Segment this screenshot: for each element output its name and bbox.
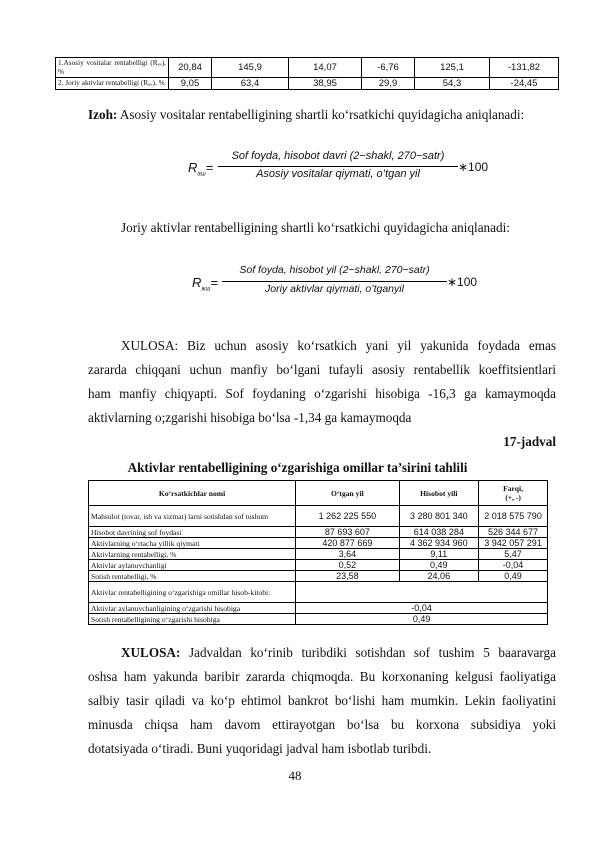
row-label: 2. Joriy aktivlar rentabelligi (Rₐᵤ), % [56,78,169,90]
table-row [89,582,548,603]
table-cell: 125,1 [415,58,490,78]
joriy-text: Joriy aktivlar rentabelligining shartli ko‘rsatkichi quyidagicha aniqlanadi: [121,220,510,235]
table-cell: 9,11 [399,549,479,560]
izoh-label: Izoh: [88,107,118,122]
table-row [56,58,559,78]
table-cell: 0,49 [296,614,548,625]
table-cell [296,582,548,603]
table-row [89,549,548,560]
column-header: Farqi, (+, -) [479,481,548,506]
table-cell: -0,04 [479,560,548,571]
xulosa2-line: salbiy tasir qiladi va ko‘p ehtimol bankrot bo‘lishi ham mumkin. Lekin faoliyatini [88,693,556,708]
formula-multiplier: ∗100 [447,275,478,289]
table-cell: 3 942 057 291 [479,538,548,549]
row-label: Aktivlar aylanuvchanligining o‘zgarishi hisobiga [89,603,296,614]
page-number: 48 [288,768,302,783]
table-cell: 20,84 [169,58,212,78]
table-cell: -6,76 [362,58,415,78]
column-header: O‘tgan yil [296,481,399,506]
table-row [89,571,548,582]
table-cell: -0,04 [296,603,548,614]
column-header: Ko‘rsatkichlar nomi [89,481,296,506]
row-label: Hisobot davrining sof foydasi [89,527,296,538]
table-cell: 614 038 284 [399,527,479,538]
table-cell: 0,49 [479,571,548,582]
formula-numerator: Sof foyda, hisobot davri (2−shakl, 270−satr) [231,150,445,162]
table-row [89,603,548,614]
table-header-row [89,481,548,506]
analysis-table [88,480,548,625]
indicator-table [55,57,559,90]
table-cell: 2 018 575 790 [479,506,548,527]
factor-title: Aktivlar rentabelligining o‘zgarishiga omillar hisob-kitobi: [89,582,296,603]
table-cell: 4 362 934 960 [399,538,479,549]
table-row [89,538,548,549]
table-cell: -24,45 [490,78,559,90]
izoh-paragraph [88,103,558,127]
table-cell: 0,52 [296,560,399,571]
formula-denominator: Asosiy vositalar qiymati, o’tgan yil [256,168,420,180]
table-cell: 24,06 [399,571,479,582]
xulosa1-line: ham manfiy chiqyapti. Sof foydaning o‘zgarishi hisobiga -16,3 ga kamaymoqda [88,386,556,401]
xulosa1-line: aktivlarning o;zgarishi hisobiga bo‘lsa -1,34 ga kamaymoqda [88,410,412,425]
table-cell: 9,05 [169,78,212,90]
xulosa2-line: XULOSA: Jadvaldan ko‘rinib turibdiki sotishdan sof tushim 5 baaravarga [121,645,556,660]
formula-lhs: $R_{aш}=$ [188,160,214,178]
column-header: Hisobot yili [399,481,479,506]
row-label: Sotish rentabelligi, % [89,571,296,582]
formula-lhs: $R_{жш}=$ [192,275,219,293]
table-row [89,527,548,538]
table-row [89,614,548,625]
xulosa2-line: dotatsiyada o‘tiradi. Buni yuqoridagi jadval ham isbotlab turibdi. [88,741,432,756]
row-label: Aktivlarning rentabelligi, % [89,549,296,560]
table-cell: 5,47 [479,549,548,560]
table-cell: 14,07 [289,58,362,78]
table-cell: 54,3 [415,78,490,90]
table-cell: 1 262 225 550 [296,506,399,527]
table-cell: 23,58 [296,571,399,582]
table-row [89,506,548,527]
table-cell: 3 280 801 340 [399,506,479,527]
fraction-line [222,281,447,282]
row-label: Mahsulot (tovar, ish va xizmat) larni sotishdan sof tushum [89,506,296,527]
table-cell: 87 693 607 [296,527,399,538]
table-cell: 38,95 [289,78,362,90]
row-label: Aktivlarning o‘rtacha yillik qiymati [89,538,296,549]
xulosa1-line: XULOSA: Biz uchun asosiy ko‘rsatkich yani yil yakunida foydada emas [121,338,556,353]
table-cell: 526 344 677 [479,527,548,538]
xulosa2-line: oshsa ham yakunda baribir zararda chiqmoqda. Bu korxonaning kelgusi faoliyatiga [88,669,556,684]
izoh-text: Asosiy vositalar rentabelligining shartli ko‘rsatkichi quyidagicha aniqlanadi: [117,107,525,122]
table-title: Aktivlar rentabelligining o‘zgarishiga omillar ta’sirini tahlili [127,460,468,475]
xulosa2-label: XULOSA: [121,645,181,660]
table-cell: 420 877 669 [296,538,399,549]
row-label: 1.Asosiy vositalar rentabelligi (Rₐᵥ), % [56,58,169,78]
table-cell: -131,82 [490,58,559,78]
fraction-line [218,166,458,167]
jadval-label: 17-jadval [503,434,556,449]
table-cell: 63,4 [212,78,289,90]
formula-denominator: Joriy aktivlar qiymati, o’tganyil [265,283,404,295]
table-row [56,78,559,90]
row-label: Aktivlar aylanuvchanligi [89,560,296,571]
xulosa1-line: zararda chiqqani uchun manfiy bo‘lgani tufayli asosiy rentabellik koeffitsientlari [88,362,556,377]
formula-multiplier: ∗100 [458,160,489,174]
table-cell: 29,9 [362,78,415,90]
xulosa2-line: minusda chiqsa ham davom ettirayotgan bo‘lsa bu korxona subsidiya yoki [88,717,556,732]
formula-numerator: Sof foyda, hisobot yil (2−shakl, 270−satr) [239,264,430,276]
table-cell: 0,49 [399,560,479,571]
table-cell: 3,64 [296,549,399,560]
row-label: Sotish rentabelligining o‘zgarishi hisobiga [89,614,296,625]
table-row [89,560,548,571]
table-cell: 145,9 [212,58,289,78]
